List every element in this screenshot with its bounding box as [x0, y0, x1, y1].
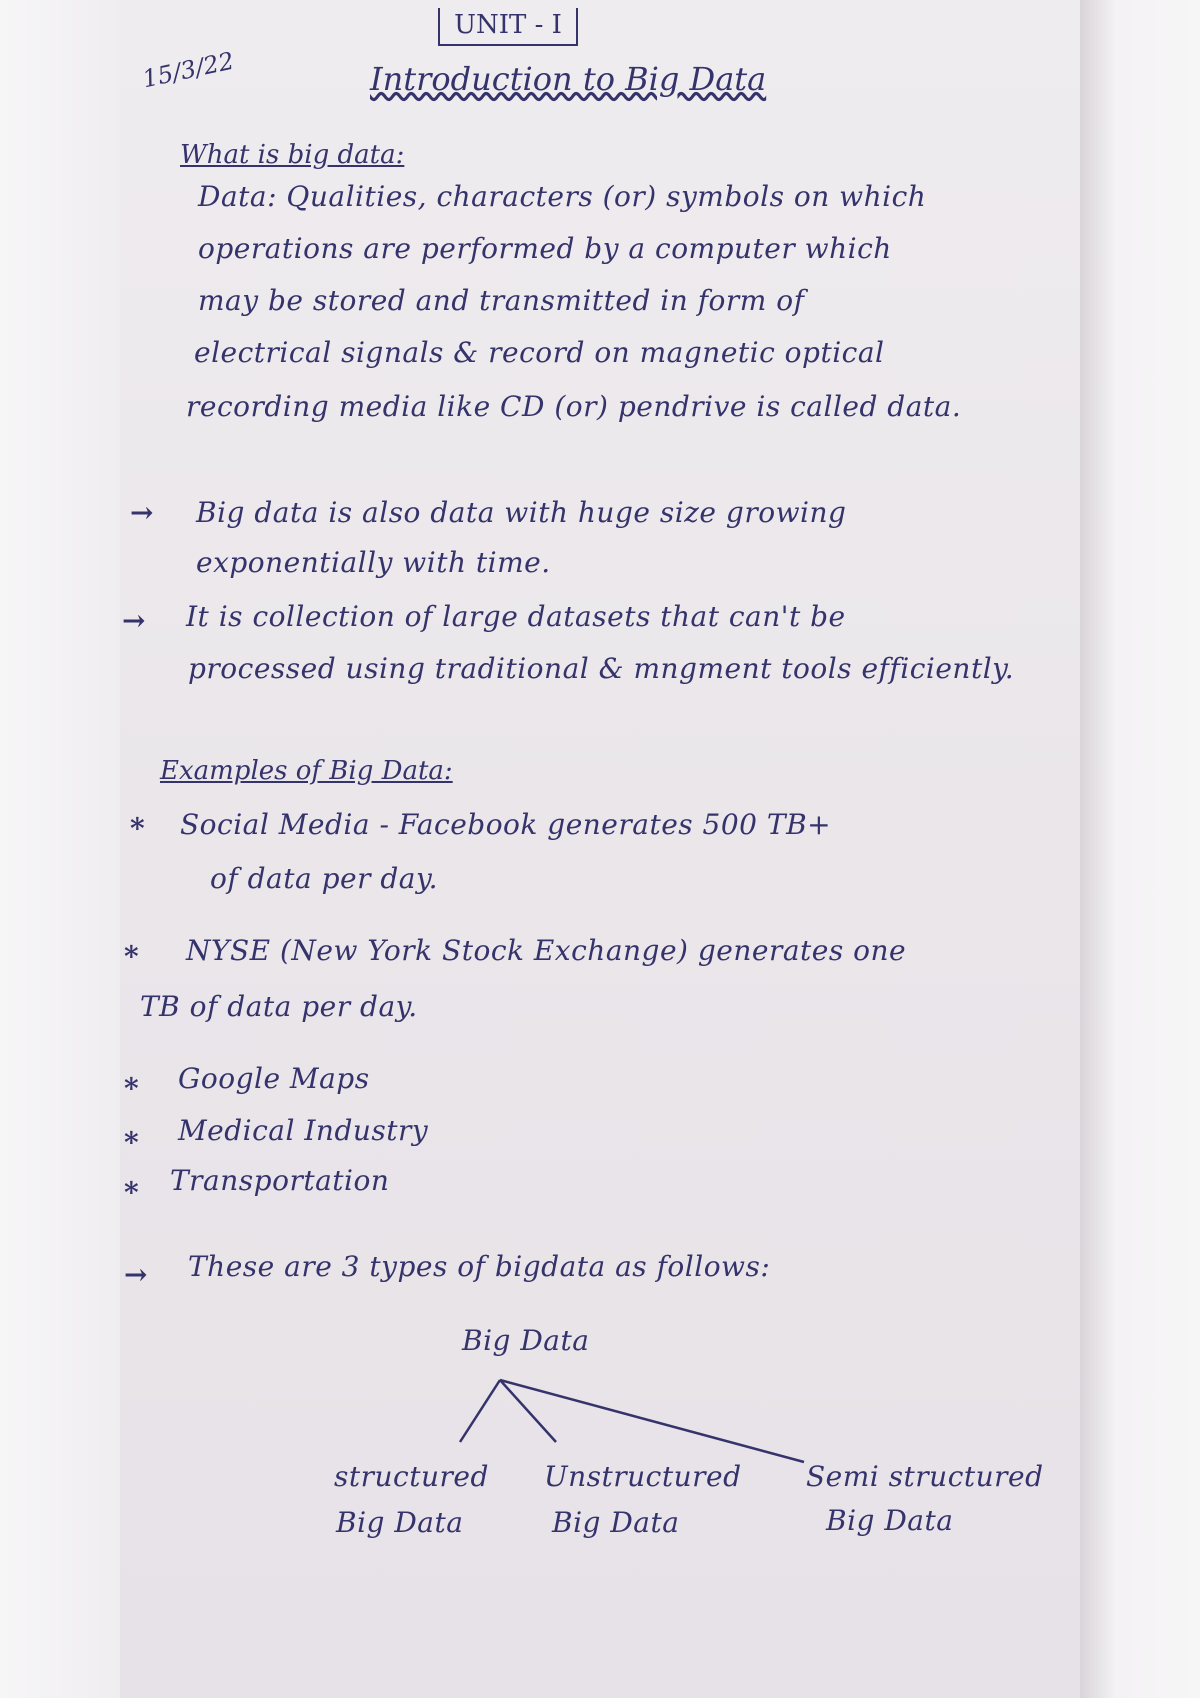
section-heading-what: What is big data:: [180, 140, 405, 170]
tree-branch-structured: [460, 1380, 500, 1442]
example-line: Transportation: [170, 1164, 390, 1197]
unit-label: UNIT - I: [438, 8, 578, 46]
bullet-marker: *: [124, 1072, 140, 1105]
branch-label-line2: Big Data: [826, 1504, 954, 1537]
example-line: Google Maps: [178, 1062, 370, 1095]
arrow-marker: →: [130, 496, 154, 529]
branch-label-line1: structured: [334, 1460, 489, 1493]
example-line: of data per day.: [210, 862, 438, 895]
branch-label-line2: Big Data: [336, 1506, 464, 1539]
tree-root-label: Big Data: [462, 1324, 590, 1357]
point-line: Big data is also data with huge size growing: [196, 496, 847, 529]
branch-label-line1: Semi structured: [806, 1460, 1044, 1493]
arrow-marker: →: [122, 604, 146, 637]
example-line: NYSE (New York Stock Exchange) generates one: [186, 934, 907, 967]
definition-line: Data: Qualities, characters (or) symbols on which: [198, 180, 927, 213]
types-intro: These are 3 types of bigdata as follows:: [188, 1250, 771, 1283]
branch-label-line1: Unstructured: [544, 1460, 742, 1493]
section-heading-examples: Examples of Big Data:: [160, 756, 453, 786]
page-title: Introduction to Big Data: [370, 60, 767, 98]
tree-branch-semistructured: [500, 1380, 804, 1462]
definition-line: operations are performed by a computer which: [198, 232, 892, 265]
definition-line: electrical signals & record on magnetic optical: [194, 336, 885, 369]
example-line: TB of data per day.: [140, 990, 418, 1023]
date-label: 15/3/22: [140, 46, 237, 94]
arrow-marker: →: [124, 1258, 148, 1291]
bullet-marker: *: [124, 1126, 140, 1159]
bullet-marker: *: [124, 1176, 140, 1209]
example-line: Medical Industry: [178, 1114, 429, 1147]
point-line: exponentially with time.: [196, 546, 551, 579]
definition-line: recording media like CD (or) pendrive is called data.: [186, 390, 962, 423]
example-line: Social Media - Facebook generates 500 TB+: [180, 808, 832, 841]
point-line: It is collection of large datasets that can't be: [186, 600, 846, 633]
point-line: processed using traditional & mngment tools efficiently.: [188, 652, 1015, 685]
definition-line: may be stored and transmitted in form of: [198, 284, 805, 317]
bullet-marker: *: [130, 812, 146, 845]
tree-branch-unstructured: [500, 1380, 556, 1442]
branch-label-line2: Big Data: [552, 1506, 680, 1539]
bullet-marker: *: [124, 940, 140, 973]
